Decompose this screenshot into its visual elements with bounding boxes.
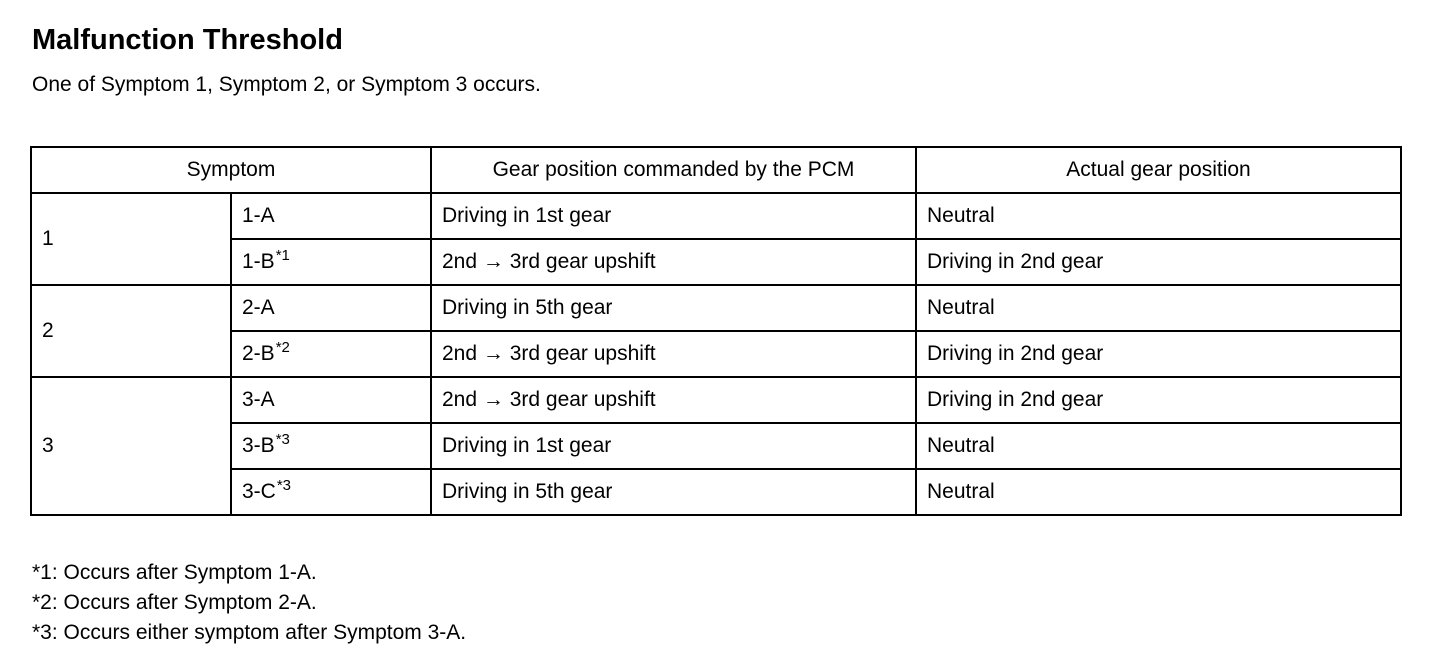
actual-gear-cell: Neutral — [916, 423, 1401, 469]
header-symptom: Symptom — [31, 147, 431, 193]
table-row — [31, 377, 1401, 423]
actual-gear-cell: Neutral — [916, 285, 1401, 331]
footnote-item: *3: Occurs either symptom after Symptom 3-A. — [32, 621, 467, 644]
table-header-row — [31, 147, 1401, 193]
commanded-gear-cell: 2nd → 3rd gear upshift — [431, 377, 916, 423]
symptom-group-label: 3 — [31, 377, 231, 515]
symptom-group-label: 1 — [31, 193, 231, 285]
symptom-id: $3-C^{*3}$ — [231, 469, 431, 515]
table-row — [31, 285, 1401, 331]
symptom-id: 1-A — [231, 193, 431, 239]
footnote-item: *2: Occurs after Symptom 2-A. — [32, 591, 317, 614]
actual-gear-cell: Driving in 2nd gear — [916, 377, 1401, 423]
footnotes — [32, 558, 466, 648]
header-commanded-gear: Gear position commanded by the PCM — [431, 147, 916, 193]
commanded-gear-cell: Driving in 1st gear — [431, 193, 916, 239]
malfunction-threshold-table — [30, 146, 1402, 516]
table-row — [31, 239, 1401, 285]
table-row — [31, 469, 1401, 515]
symptom-id: $1-B^{*1}$ — [231, 239, 431, 285]
footnote-ref: *1 — [275, 247, 290, 264]
actual-gear-cell: Driving in 2nd gear — [916, 239, 1401, 285]
page-title: Malfunction Threshold — [32, 24, 343, 56]
symptom-id: $3-B^{*3}$ — [231, 423, 431, 469]
commanded-gear-cell: Driving in 5th gear — [431, 285, 916, 331]
table-row — [31, 331, 1401, 377]
actual-gear-cell: Driving in 2nd gear — [916, 331, 1401, 377]
footnote-item: *1: Occurs after Symptom 1-A. — [32, 561, 317, 584]
footnote-ref: *3 — [275, 431, 290, 448]
symptom-id: 3-A — [231, 377, 431, 423]
commanded-gear-cell: 2nd → 3rd gear upshift — [431, 331, 916, 377]
table-row — [31, 423, 1401, 469]
commanded-gear-cell: Driving in 5th gear — [431, 469, 916, 515]
intro-text: One of Symptom 1, Symptom 2, or Symptom 3 occurs. — [32, 73, 541, 96]
symptom-id: $2-B^{*2}$ — [231, 331, 431, 377]
actual-gear-cell: Neutral — [916, 193, 1401, 239]
header-actual-gear: Actual gear position — [916, 147, 1401, 193]
symptom-id: 2-A — [231, 285, 431, 331]
footnote-ref: *2 — [275, 339, 290, 356]
commanded-gear-cell: Driving in 1st gear — [431, 423, 916, 469]
actual-gear-cell: Neutral — [916, 469, 1401, 515]
footnote-ref: *3 — [276, 477, 292, 494]
symptom-group-label: 2 — [31, 285, 231, 377]
table-row — [31, 193, 1401, 239]
commanded-gear-cell: 2nd → 3rd gear upshift — [431, 239, 916, 285]
